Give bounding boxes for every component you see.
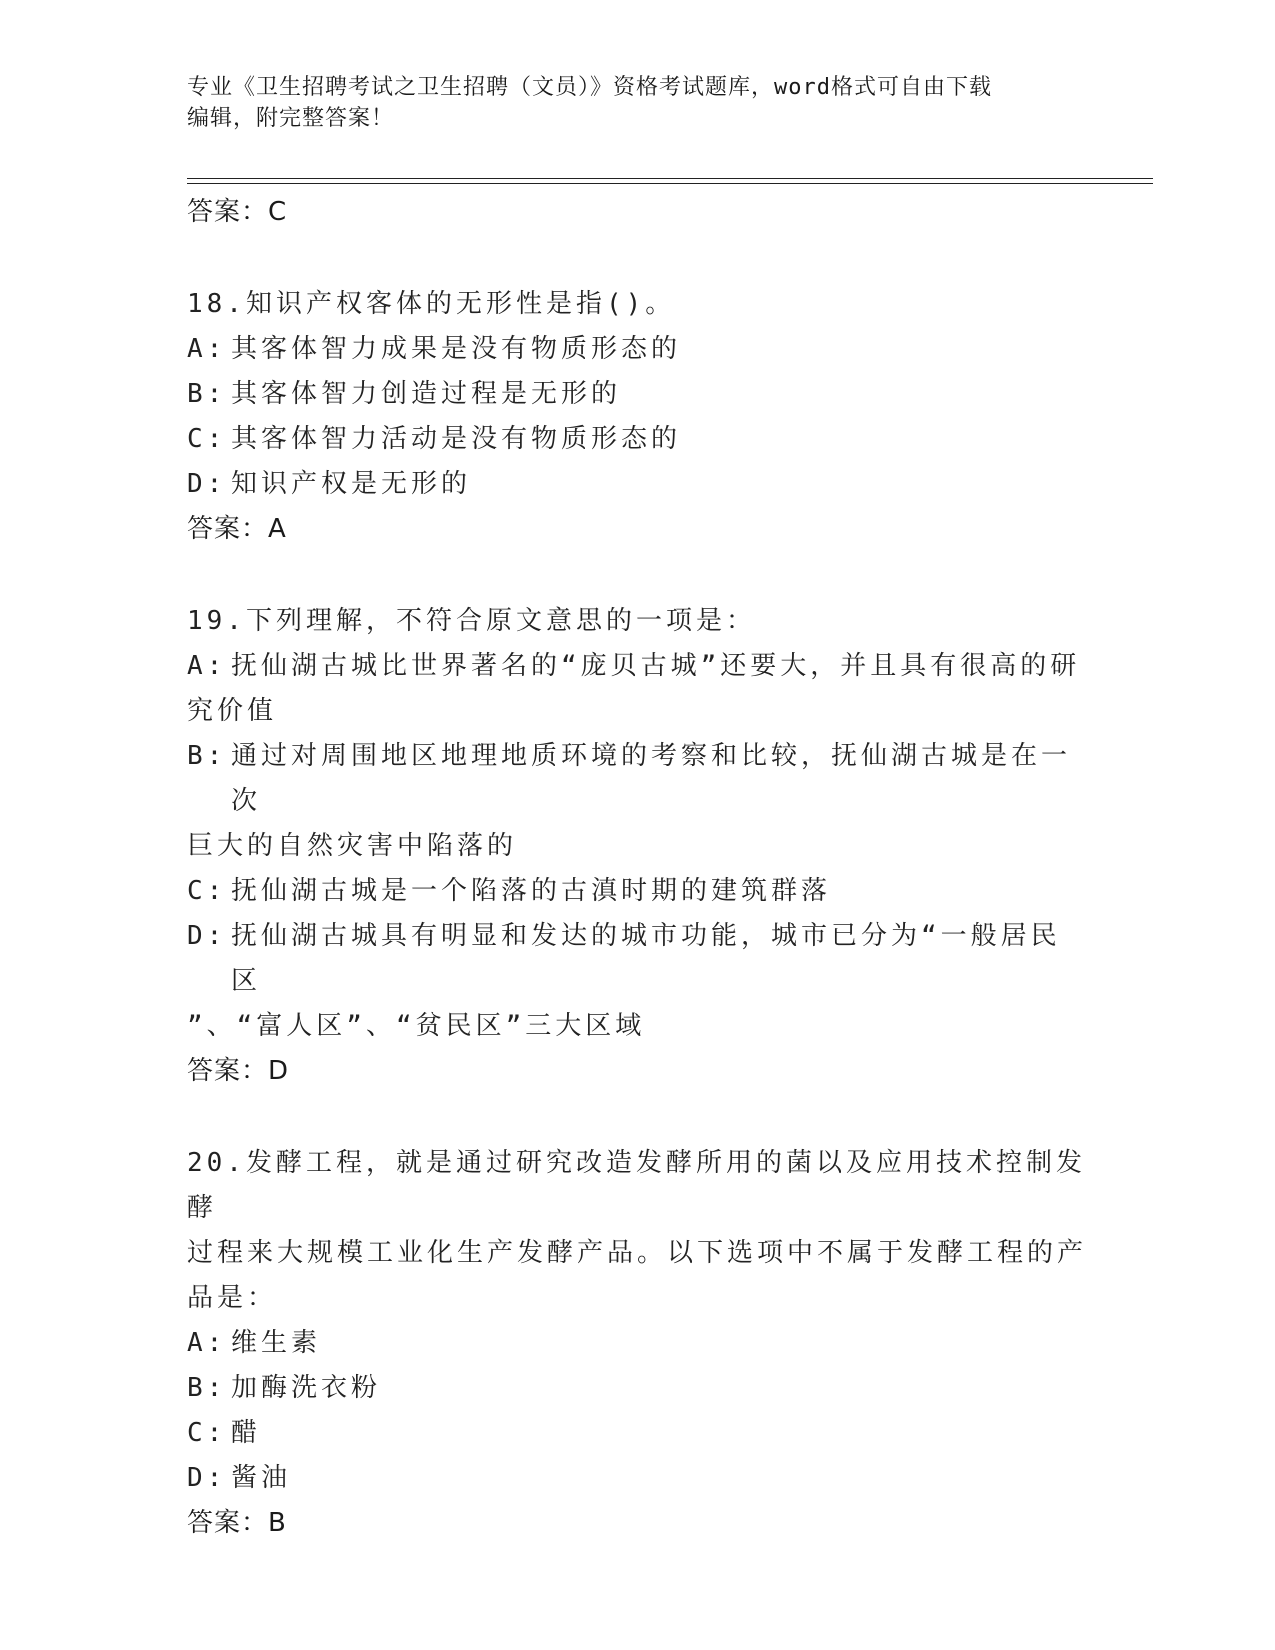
option-key: C: bbox=[187, 1418, 227, 1448]
option-b bbox=[187, 372, 1087, 417]
option-key: B: bbox=[187, 1373, 227, 1403]
option-key: C: bbox=[187, 424, 227, 454]
question-stem-line: 过程来大规模工业化生产发酵产品。以下选项中不属于发酵工程的产 bbox=[187, 1238, 1088, 1268]
option-text: 知识产权是无形的 bbox=[231, 469, 472, 499]
option-c bbox=[187, 869, 1087, 914]
question-stem-line: 20.发酵工程，就是通过研究改造发酵所用的菌以及应用技术控制发酵 bbox=[187, 1148, 1086, 1223]
option-b bbox=[187, 734, 1087, 824]
option-text: 酱油 bbox=[231, 1463, 292, 1493]
option-key: B: bbox=[187, 379, 227, 409]
option-key: C: bbox=[187, 876, 227, 906]
question-stem-line: 19.下列理解，不符合原文意思的一项是： bbox=[187, 606, 756, 636]
header-line-1: 专业《卫生招聘考试之卫生招聘（文员）》资格考试题库，word格式可自由下载 bbox=[187, 75, 992, 100]
option-d bbox=[187, 914, 1087, 1004]
option-text: 究价值 bbox=[187, 696, 278, 726]
option-d bbox=[187, 1456, 1087, 1501]
answer-line: 答案：A bbox=[187, 514, 287, 544]
previous-answer: 答案：C bbox=[187, 197, 288, 227]
option-text: ”、“富人区”、“贫民区”三大区域 bbox=[187, 1011, 646, 1041]
option-a bbox=[187, 689, 1087, 734]
option-key: D: bbox=[187, 469, 227, 499]
option-a bbox=[187, 327, 1087, 372]
answer-line: 答案：D bbox=[187, 1056, 290, 1086]
option-c bbox=[187, 417, 1087, 462]
option-key: D: bbox=[187, 921, 227, 951]
option-b bbox=[187, 824, 1087, 869]
question-block bbox=[187, 599, 1087, 1094]
header-divider-bottom bbox=[187, 183, 1153, 184]
option-key: A: bbox=[187, 651, 227, 681]
header-line-2: 编辑，附完整答案！ bbox=[187, 106, 395, 131]
option-text: 抚仙湖古城比世界著名的“庞贝古城”还要大，并且具有很高的研 bbox=[231, 651, 1081, 681]
option-text: 巨大的自然灾害中陷落的 bbox=[187, 831, 518, 861]
option-a bbox=[187, 1321, 1087, 1366]
question-list bbox=[187, 190, 1087, 1546]
option-text: 通过对周围地区地理地质环境的考察和比较，抚仙湖古城是在一次 bbox=[231, 741, 1072, 816]
option-text: 维生素 bbox=[231, 1328, 322, 1358]
option-text: 其客体智力活动是没有物质形态的 bbox=[231, 424, 682, 454]
option-text: 其客体智力创造过程是无形的 bbox=[231, 379, 622, 409]
option-c bbox=[187, 1411, 1087, 1456]
option-key: A: bbox=[187, 1328, 227, 1358]
question-stem-line: 18.知识产权客体的无形性是指()。 bbox=[187, 289, 676, 319]
option-text: 醋 bbox=[231, 1418, 262, 1448]
option-text: 加酶洗衣粉 bbox=[231, 1373, 382, 1403]
option-d bbox=[187, 1004, 1087, 1049]
option-text: 其客体智力成果是没有物质形态的 bbox=[231, 334, 682, 364]
option-d bbox=[187, 462, 1087, 507]
question-block bbox=[187, 1141, 1087, 1546]
option-key: B: bbox=[187, 741, 227, 771]
option-text: 抚仙湖古城是一个陷落的古滇时期的建筑群落 bbox=[231, 876, 832, 906]
option-key: A: bbox=[187, 334, 227, 364]
document-header bbox=[187, 72, 1067, 134]
header-divider-top bbox=[187, 178, 1153, 179]
option-a bbox=[187, 644, 1087, 689]
option-key: D: bbox=[187, 1463, 227, 1493]
option-text: 抚仙湖古城具有明显和发达的城市功能，城市已分为“一般居民区 bbox=[231, 921, 1061, 996]
answer-line: 答案：B bbox=[187, 1508, 287, 1538]
question-stem-line: 品是： bbox=[187, 1283, 278, 1313]
option-b bbox=[187, 1366, 1087, 1411]
question-block bbox=[187, 282, 1087, 552]
